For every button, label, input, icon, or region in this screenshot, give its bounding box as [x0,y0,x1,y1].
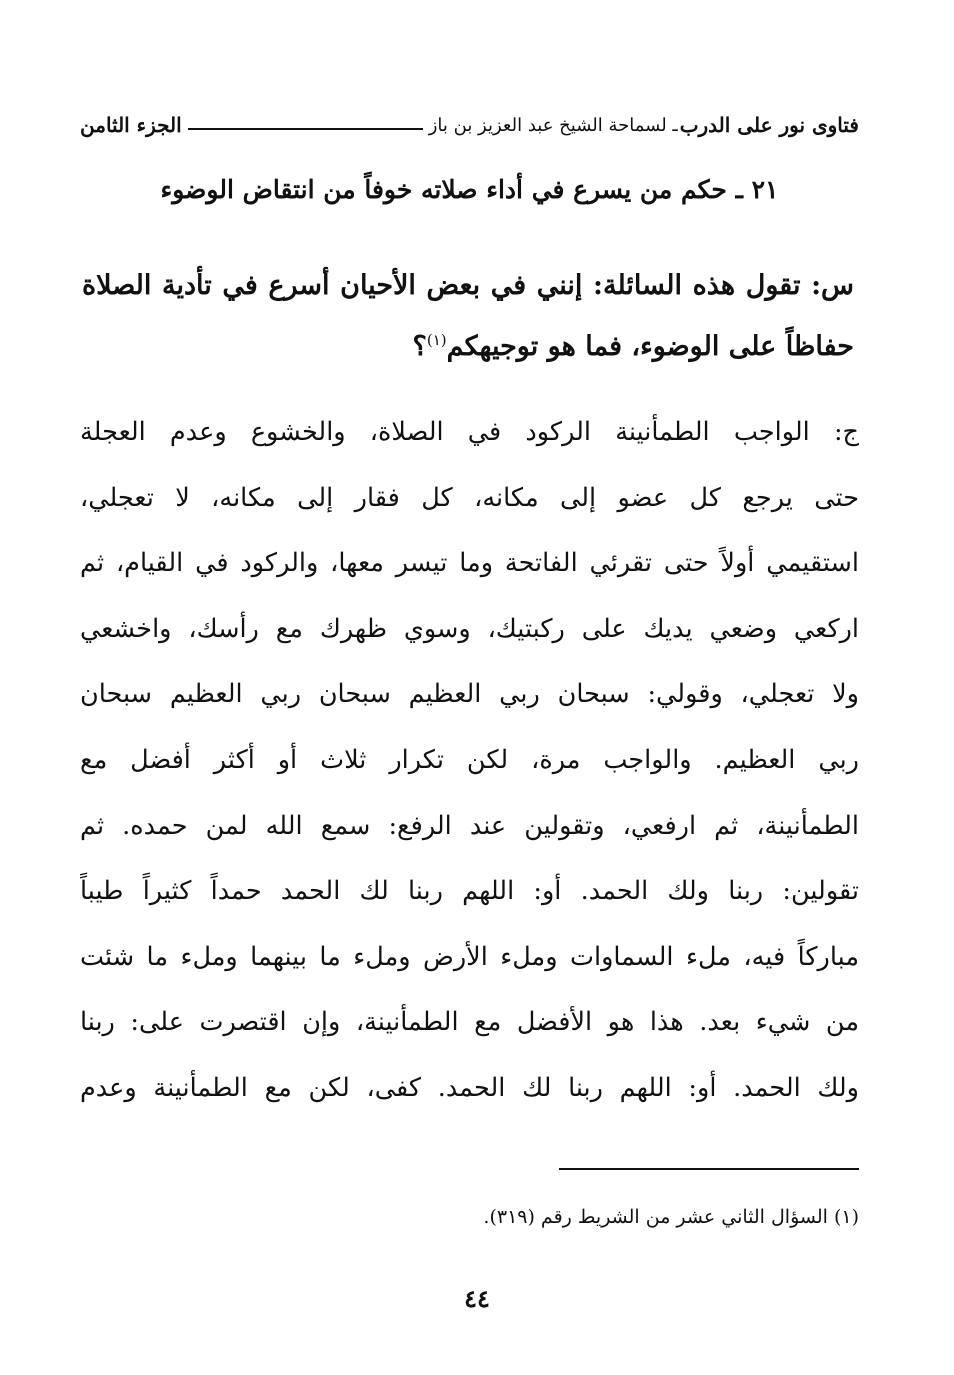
answer-paragraph [80,400,859,1122]
page-number: ٤٤ [464,1284,490,1313]
answer-line: الطمأنينة، ثم ارفعي، وتقولين عند الرفع: سمع الله لمن حمده. ثم [80,810,859,841]
answer-line: ج: الواجب الطمأنينة الركود في الصلاة، والخشوع وعدم العجلة [80,417,859,447]
answer-line: اركعي وضعي يديك على ركبتيك، وسوي ظهرك مع رأسك، واخشعي [80,613,859,644]
answer-line: ربي العظيم. والواجب مرة، لكن تكرار ثلاث أو أكثر أفضل مع [80,744,859,775]
footnote: (١) السؤال الثاني عشر من الشريط رقم (٣١٩). [483,1206,859,1228]
footnote-separator [559,1168,859,1170]
header-book-title: فتاوى نور على الدرب [679,113,859,137]
chapter-title: ٢١ ـ حكم من يسرع في أداء صلاته خوفاً من انتقاض الوضوء [160,175,779,204]
question-end-mark: ؟ [412,331,427,362]
question-paragraph [82,258,854,374]
running-header [80,108,859,142]
header-rule [188,128,423,130]
footnote-reference: (١) [426,331,447,349]
header-volume: الجزء الثامن [80,113,182,137]
answer-line: ولك الحمد. أو: اللهم ربنا لك الحمد. كفى، لكن مع الطمأنينة وعدم [80,1072,859,1103]
answer-line: من شيء بعد. هذا هو الأفضل مع الطمأنينة، وإن اقتصرت على: ربنا [80,1007,859,1038]
answer-line: استقيمي أولاً حتى تقرئي الفاتحة وما تيسر معها، والركود في القيام، ثم [80,548,859,579]
question-text: س: تقول هذه السائلة: إنني في بعض الأحيان أسرع في تأدية الصلاة حفاظاً على الوضوء، فما هو توجيهكم [82,270,854,362]
answer-line: تقولين: ربنا ولك الحمد. أو: اللهم ربنا لك الحمد حمداً كثيراً طيباً [80,876,859,907]
answer-line: حتى يرجع كل عضو إلى مكانه، كل فقار إلى مكانه، لا تعجلي، [80,482,859,513]
header-author: ـ لسماحة الشيخ عبد العزيز بن باز [428,114,678,136]
answer-line: مباركاً فيه، ملء السماوات وملء الأرض وملء ما بينهما وملء ما شئت [80,941,859,972]
answer-line: ولا تعجلي، وقولي: سبحان ربي العظيم سبحان ربي العظيم سبحان [80,679,859,710]
